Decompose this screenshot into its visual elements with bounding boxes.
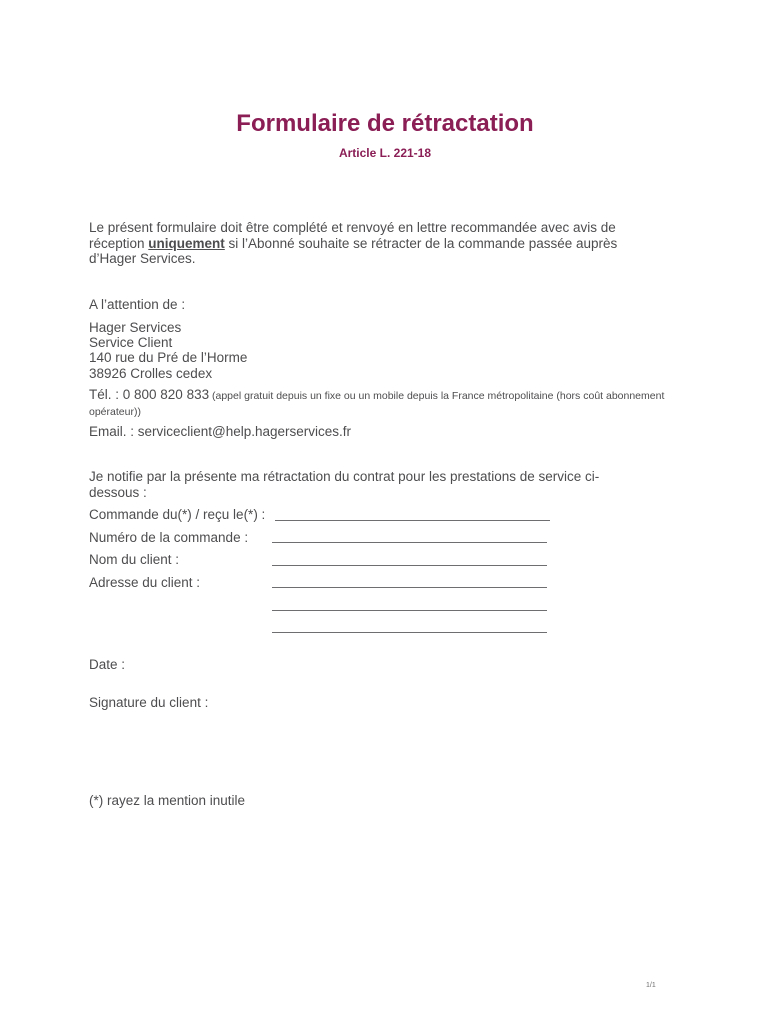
phone-note: (appel gratuit depuis un fixe ou un mobile depuis la France métropolitaine (hors coût abonnement opérateur)) bbox=[89, 390, 665, 418]
notification-statement: Je notifie par la présente ma rétractation du contrat pour les prestations de service ci-dessous : bbox=[89, 469, 600, 500]
page-title: Formulaire de rétractation bbox=[236, 110, 534, 137]
client-address-blank-line[interactable] bbox=[272, 632, 547, 633]
client-address-field bbox=[89, 575, 200, 591]
order-date-field bbox=[89, 507, 265, 523]
order-number-label: Numéro de la commande : bbox=[89, 530, 249, 545]
client-address-blank-line[interactable] bbox=[272, 610, 547, 611]
order-date-blank-line[interactable] bbox=[275, 520, 550, 521]
order-number-field bbox=[89, 530, 248, 546]
page-number: 1/1 bbox=[646, 982, 656, 989]
client-address-label: Adresse du client : bbox=[89, 575, 201, 590]
signature-label: Signature du client : bbox=[89, 695, 209, 710]
recipient-address bbox=[89, 320, 247, 381]
phone-number: Tél. : 0 800 820 833 bbox=[89, 387, 210, 402]
intro-text-after: si l’Abonné souhaite se rétracter de la commande passée auprès d’Hager Services. bbox=[89, 235, 618, 266]
address-line: 140 rue du Pré de l’Horme bbox=[89, 350, 248, 366]
address-line: Hager Services bbox=[89, 320, 182, 335]
intro-emphasis: uniquement bbox=[148, 235, 225, 251]
intro-paragraph bbox=[89, 220, 659, 267]
email-line: Email. : serviceclient@help.hagerservices.fr bbox=[89, 424, 352, 439]
intro-text-before: Le présent formulaire doit être complété et renvoyé en lettre recommandée avec avis de réception bbox=[89, 220, 616, 251]
order-number-blank-line[interactable] bbox=[272, 542, 547, 543]
footnote: (*) rayez la mention inutile bbox=[89, 793, 246, 808]
client-name-blank-line[interactable] bbox=[272, 565, 547, 566]
order-date-label: Commande du(*) / reçu le(*) : bbox=[89, 507, 266, 522]
client-name-label: Nom du client : bbox=[89, 552, 180, 567]
client-address-blank-line[interactable] bbox=[272, 587, 547, 588]
phone-line bbox=[89, 387, 669, 419]
client-name-field bbox=[89, 552, 179, 568]
address-line: Service Client bbox=[89, 335, 173, 351]
page-subtitle: Article L. 221-18 bbox=[338, 146, 432, 160]
address-line: 38926 Crolles cedex bbox=[89, 365, 213, 381]
attention-label: A l’attention de : bbox=[89, 297, 186, 312]
date-label: Date : bbox=[89, 657, 126, 672]
